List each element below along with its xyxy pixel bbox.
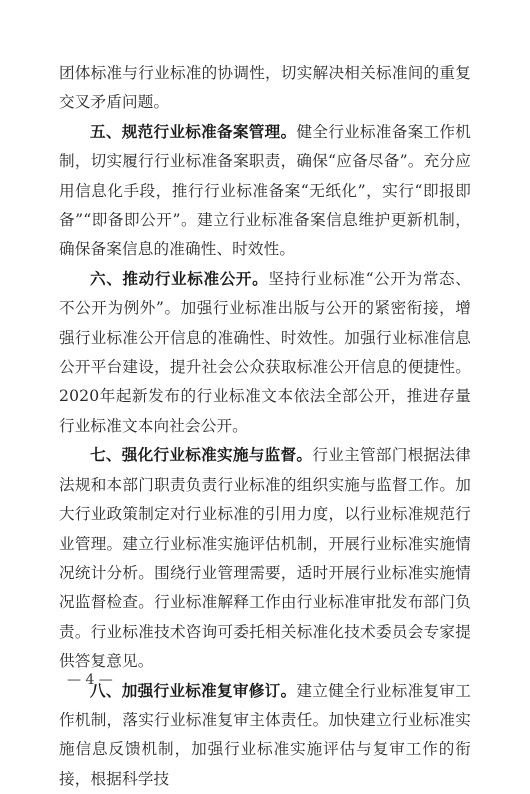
paragraph-section-7 [59,441,471,676]
paragraph-text: 健全行业标准备案工作机制，切实履行行业标准备案职责，确保“应备尽备”。充分应用信息化手段，推行行业标准备案“无纸化”，实行“即报即备”“即备即公开”。建立行业标准备案信息维护更新机制，确保备案信息的准确性、时效性。 [59,122,472,259]
paragraph-section-5 [59,118,471,265]
document-body [59,59,471,794]
section-heading: 七、强化行业标准实施与监督。 [90,446,313,465]
section-heading: 五、规范行业标准备案管理。 [90,122,297,141]
paragraph-text: 团体标准与行业标准的协调性，切实解决相关标准间的重复交叉矛盾问题。 [59,64,471,112]
section-heading: 八、加强行业标准复审修订。 [90,681,297,700]
paragraph-text: 建立健全行业标准复审工作机制，落实行业标准复审主体责任。加快建立行业标准实施信息反馈机制，加强行业标准实施评估与复审工作的衔接，根据科学技 [59,681,472,788]
paragraph-text: 坚持行业标准“公开为常态、不公开为例外”。加强行业标准出版与公开的紧密衔接，增强行业标准公开信息的准确性、时效性。加强行业标准信息公开平台建设，提升社会公众获取标准公开信息的便捷性。2020年起新发布的行业标准文本依法全部公开，推进存量行业标准文本向社会公开。 [59,269,471,435]
paragraph-text: 行业主管部门根据法律法规和本部门职责负责行业标准的组织实施与监督工作。加大行业政策制定对行业标准的引用力度，以行业标准规范行业管理。建立行业标准实施评估机制，开展行业标准实施情况统计分析。围绕行业管理需要，适时开展行业标准实施情况监督检查。行业标准解释工作由行业标准审批发布部门负责。行业标准技术咨询可委托相关标准化技术委员会专家提供答复意见。 [59,446,471,671]
section-heading: 六、推动行业标准公开。 [90,269,269,288]
paragraph-section-8 [59,677,471,794]
paragraph-section-6 [59,265,471,441]
page-number: — 4 — [67,672,113,688]
paragraph-continuation [59,59,471,118]
